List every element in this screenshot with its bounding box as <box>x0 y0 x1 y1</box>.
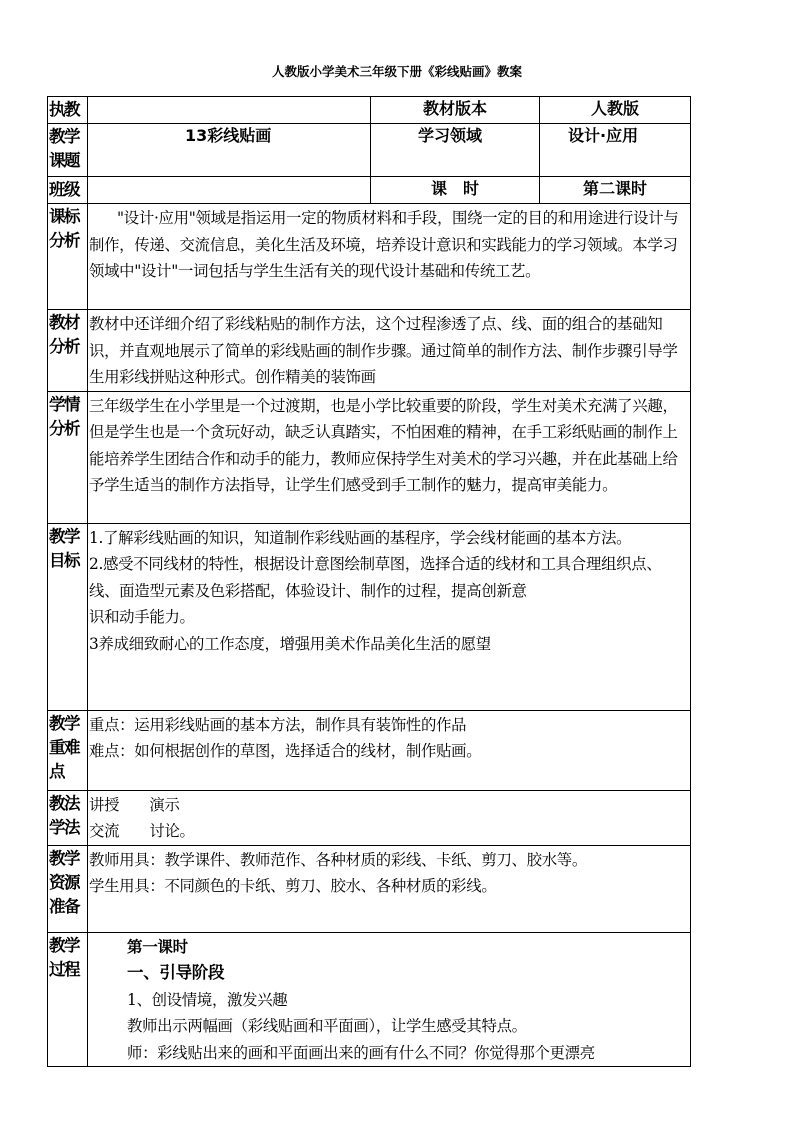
row-student-analysis <box>48 391 691 523</box>
content-student-analysis <box>88 391 691 523</box>
text-line: 教师出示两幅画（彩线贴画和平面画），让学生感受其特点。 <box>127 1017 527 1035</box>
label-key-points: 教学 重难 点 <box>48 710 88 790</box>
text-line: 教师用具：教学课件、教师范作、各种材质的彩线、卡纸、剪刀、胶水等。 <box>89 850 587 869</box>
text-line: 三年级学生在小学里是一个过渡期，也是小学比较重要的阶段，学生对美术充满了兴趣，但是学生也是一个贪玩好动，缺乏认真踏实，不怕困难的精神，在手工彩纸贴画的制作上能培养学生团结合作和动手的能力，教师应保持学生对美术的学习兴趣，并在此基础上给予学生适当的制作方法指导，让学生们感受到手工制作的魅力，提高审美能力。 <box>89 396 678 494</box>
row-teacher <box>48 97 691 124</box>
label-process: 教学 过程 <box>48 932 88 1067</box>
text-line: "设计·应用"领域是指运用一定的物质材料和手段，围绕一定的目的和用途进行设计与制作，传递、交流信息，美化生活及环境，培养设计意识和实践能力的学习领域。本学习领域中"设计"一词包括与学生生活有关的现代设计基础和传统工艺。 <box>89 209 679 280</box>
label-student-analysis: 学情 分析 <box>48 391 88 523</box>
value-topic: 13彩线贴画 <box>88 124 371 177</box>
value-class <box>88 177 371 204</box>
value-periods: 第二课时 <box>540 177 691 204</box>
label-objectives: 教学 目标 <box>48 523 88 710</box>
text-line: 2.感受不同线材的特性，根据设计意图绘制草图，选择合适的线材和工具合理组织点、线、面造型元素及色彩搭配，体验设计、制作的过程，提高创新意 <box>89 555 662 600</box>
label-curriculum-analysis: 课标 分析 <box>48 204 88 310</box>
value-teacher <box>88 97 371 124</box>
content-textbook-analysis <box>88 310 691 392</box>
label-class: 班级 <box>48 177 88 204</box>
row-process <box>48 932 691 1067</box>
row-class <box>48 177 691 204</box>
row-topic <box>48 124 691 177</box>
text-line: 教材中还详细介绍了彩线粘贴的制作方法，这个过程渗透了点、线、面的组合的基础知识，并直观地展示了简单的彩线贴画的制作步骤。通过简单的制作方法、制作步骤引导学生用彩线拼贴这种形式。创作精美的装饰画 <box>89 315 678 386</box>
text-line: 难点：如何根据创作的草图，选择适合的线材，制作贴画。 <box>89 742 482 760</box>
label-textbook-version: 教材版本 <box>371 97 540 124</box>
text-line: 学生用具：不同颜色的卡纸、剪刀、胶水、各种材质的彩线。 <box>89 877 497 895</box>
text-line: 重点：运用彩线贴画的基本方法，制作具有装饰性的作品 <box>89 715 467 734</box>
text-line: 师：彩线贴出来的画和平面画出来的画有什么不同？你觉得那个更漂亮 <box>127 1043 595 1062</box>
row-textbook-analysis <box>48 310 691 392</box>
content-resources <box>88 845 691 932</box>
value-learning-domain: 设计·应用 <box>540 124 691 177</box>
text-line: 3养成细致耐心的工作态度，增强用美术作品美化生活的愿望 <box>89 634 491 653</box>
content-methods <box>88 790 691 845</box>
content-key-points <box>88 710 691 790</box>
content-process <box>88 932 691 1067</box>
text-line: 讲授 演示 <box>89 795 180 814</box>
row-objectives <box>48 523 691 710</box>
label-resources: 教学 资源 准备 <box>48 845 88 932</box>
label-periods: 课 时 <box>371 177 540 204</box>
row-methods <box>48 790 691 845</box>
content-objectives <box>88 523 691 710</box>
text-line: 1、创设情境，激发兴趣 <box>127 990 288 1009</box>
label-learning-domain: 学习领域 <box>371 124 540 177</box>
text-line: 识和动手能力。 <box>89 608 195 626</box>
content-curriculum-analysis <box>88 204 691 310</box>
value-textbook-version: 人教版 <box>540 97 691 124</box>
page-title: 人教版小学美术三年级下册《彩线贴画》教案 <box>271 64 522 79</box>
text-line: 交流 讨论。 <box>89 822 195 840</box>
stage-heading: 一、引导阶段 <box>127 963 225 982</box>
label-methods: 教法 学法 <box>48 790 88 845</box>
label-topic: 教学 课题 <box>48 124 88 177</box>
row-key-points <box>48 710 691 790</box>
lesson-plan-table <box>47 96 691 1067</box>
row-curriculum-analysis <box>48 204 691 310</box>
label-textbook-analysis: 教材 分析 <box>48 310 88 392</box>
label-teacher: 执教 <box>48 97 88 124</box>
lesson-heading: 第一课时 <box>127 937 188 956</box>
row-resources <box>48 845 691 932</box>
text-line: 1.了解彩线贴画的知识，知道制作彩线贴画的基程序，学会线材能画的基本方法。 <box>89 528 632 547</box>
